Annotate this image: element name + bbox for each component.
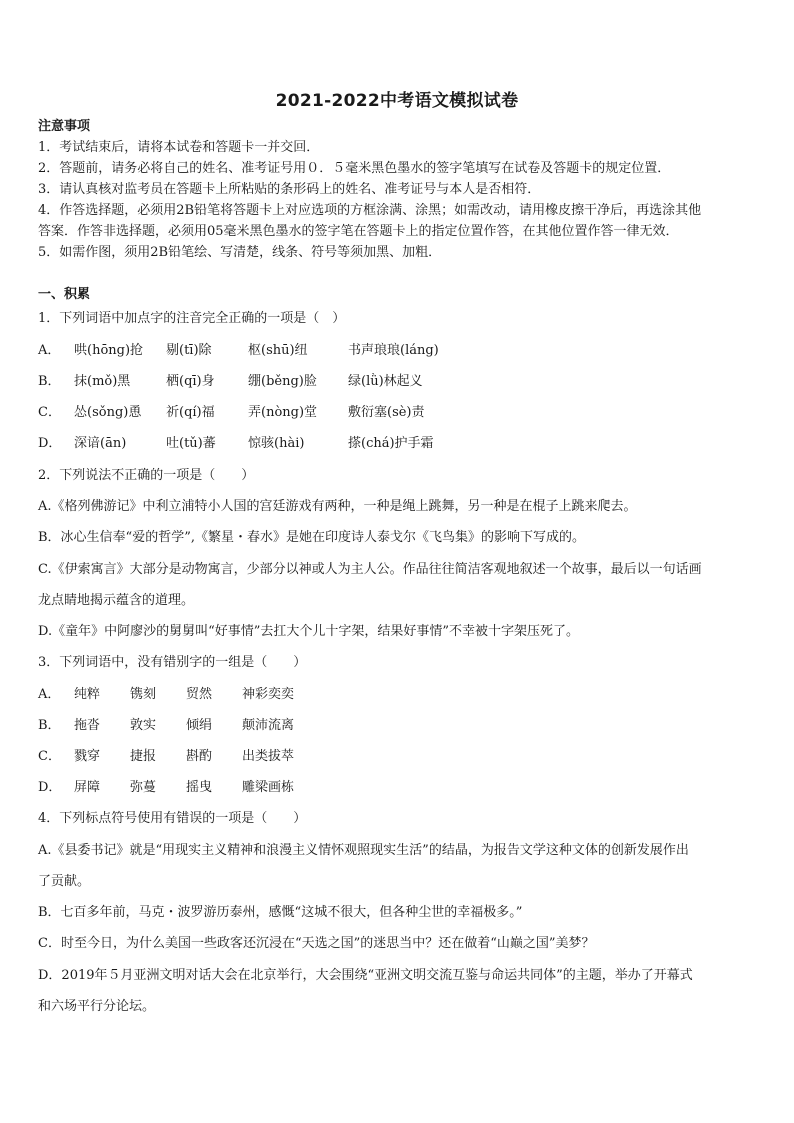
notice-item: 5．如需作图，须用2B铅笔绘、写清楚，线条、符号等须加黑、加粗． [38,245,442,260]
question-4-line: A.《县委书记》就是“用现实主义精神和浪漫主义情怀观照现实生活”的结晶，为报告文学这种文体的创新发展作出 [38,843,689,858]
option-word: 神彩奕奕 [242,687,295,702]
option-word: 书声琅琅(láng) [348,343,439,358]
option-label: B． [38,374,61,389]
option-word: 摇曳 [186,780,213,795]
option-label: A． [38,343,61,358]
option-word: 剔(tī)除 [166,343,212,358]
option-word: 戮穿 [74,749,101,764]
question-2-line: A.《格列佛游记》中利立浦特小人国的宫廷游戏有两种，一种是绳上跳舞，另一种是在棍子上跳来爬去。 [38,499,637,514]
option-label: A． [38,687,61,702]
option-label: B． [38,718,61,733]
option-word: 倾绢 [186,718,213,733]
question-2-line: D.《童年》中阿廖沙的舅舅叫“好事情”去扛大个儿十字架，结果好事情”不幸被十字架压死了。 [38,624,580,639]
question-2-line: C.《伊索寓言》大部分是动物寓言，少部分以神或人为主人公。作品往往简洁客观地叙述一个故事，最后以一句话画 [38,562,702,577]
option-word: 绷(běng)脸 [248,374,317,389]
page-title: 2021-2022中考语文模拟试卷 [275,91,519,111]
option-word: 枢(shū)纽 [248,343,308,358]
notice-item: 4．作答选择题，必须用2B铅笔将答题卡上对应选项的方框涂满、涂黑；如需改动，请用橡皮擦干净后，再选涂其他 [38,203,702,218]
option-word: 栖(qī)身 [166,374,215,389]
question-4-line: 和六场平行分论坛。 [38,999,156,1014]
option-word: 贸然 [186,687,213,702]
option-word: 弥蔓 [130,780,157,795]
question-4-line: D．2019年５月亚洲文明对话大会在北京举行，大会围绕“亚洲文明交流互鉴与命运共同体”的主题，举办了开幕式 [38,968,693,983]
option-word: 雕梁画栋 [242,780,295,795]
option-word: 镌刻 [130,687,157,702]
option-label: C． [38,405,61,420]
option-word: 纯粹 [74,687,101,702]
option-label: C． [38,749,61,764]
section-heading: 一、积累 [38,287,91,302]
question-1-stem: 1．下列词语中加点字的注音完全正确的一项是（ ） [38,311,346,326]
notice-item: 答案．作答非选择题，必须用05毫米黑色墨水的签字笔在答题卡上的指定位置作答，在其他位置作答一律无效． [38,224,679,239]
option-word: 抹(mǒ)黑 [74,374,131,389]
question-4-stem: 4．下列标点符号使用有错误的一项是（ ） [38,811,307,826]
option-word: 拖沓 [74,718,101,733]
notice-heading: 注意事项 [38,119,91,134]
question-1-option-d [38,434,434,454]
option-word: 弄(nòng)堂 [248,405,318,420]
option-label: D． [38,436,62,451]
option-word: 出类拔萃 [242,749,295,764]
option-word: 敦实 [130,718,157,733]
option-word: 敷衍塞(sè)责 [348,405,425,420]
option-word: 屏障 [74,780,101,795]
option-word: 捷报 [130,749,157,764]
option-word: 祈(qí)福 [166,405,215,420]
option-word: 搽(chá)护手霜 [348,436,434,451]
option-word: 斟酌 [186,749,213,764]
question-2-line: 龙点睛地揭示蕴含的道理。 [38,593,195,608]
option-word: 深谙(ān) [74,436,127,451]
option-word: 惊骇(hài) [248,436,305,451]
question-2-line: B．冰心生信奉“爱的哲学”,《繁星・春水》是她在印度诗人泰戈尔《飞鸟集》的影响下写成的。 [38,530,585,545]
option-word: 怂(sǒng)恿 [74,405,142,420]
option-word: 吐(tǔ)蕃 [166,436,216,451]
question-1-option-a [38,341,439,361]
option-word: 绿(lǜ)林起义 [348,374,423,389]
option-word: 哄(hōng)抢 [74,343,144,358]
question-3-option-c [38,747,294,767]
question-4-line: 了贡献。 [38,874,91,889]
notice-item: 3．请认真核对监考员在答题卡上所粘贴的条形码上的姓名、准考证号与本人是否相符． [38,182,541,197]
notice-item: 2．答题前，请务必将自己的姓名、准考证号用０．５毫米黑色墨水的签字笔填写在试卷及答题卡的规定位置． [38,161,671,176]
question-2-stem: 2．下列说法不正确的一项是（ ） [38,468,255,483]
question-3-option-a [38,685,294,705]
question-3-option-d [38,778,294,798]
option-word: 颠沛流离 [242,718,295,733]
notice-item: 1．考试结束后，请将本试卷和答题卡一并交回． [38,140,320,155]
question-4-line: B．七百多年前，马克・波罗游历泰州，感慨“这城不很大，但各种尘世的幸福极多。” [38,905,523,920]
question-4-line: C．时至今日，为什么美国一些政客还沉浸在“天选之国”的迷思当中？还在做着“山巅之国”美梦？ [38,936,595,951]
question-3-stem: 3．下列词语中，没有错别字的一组是（ ） [38,655,307,670]
question-3-option-b [38,716,294,736]
question-1-option-b [38,372,423,392]
question-1-option-c [38,403,425,423]
option-label: D． [38,780,62,795]
